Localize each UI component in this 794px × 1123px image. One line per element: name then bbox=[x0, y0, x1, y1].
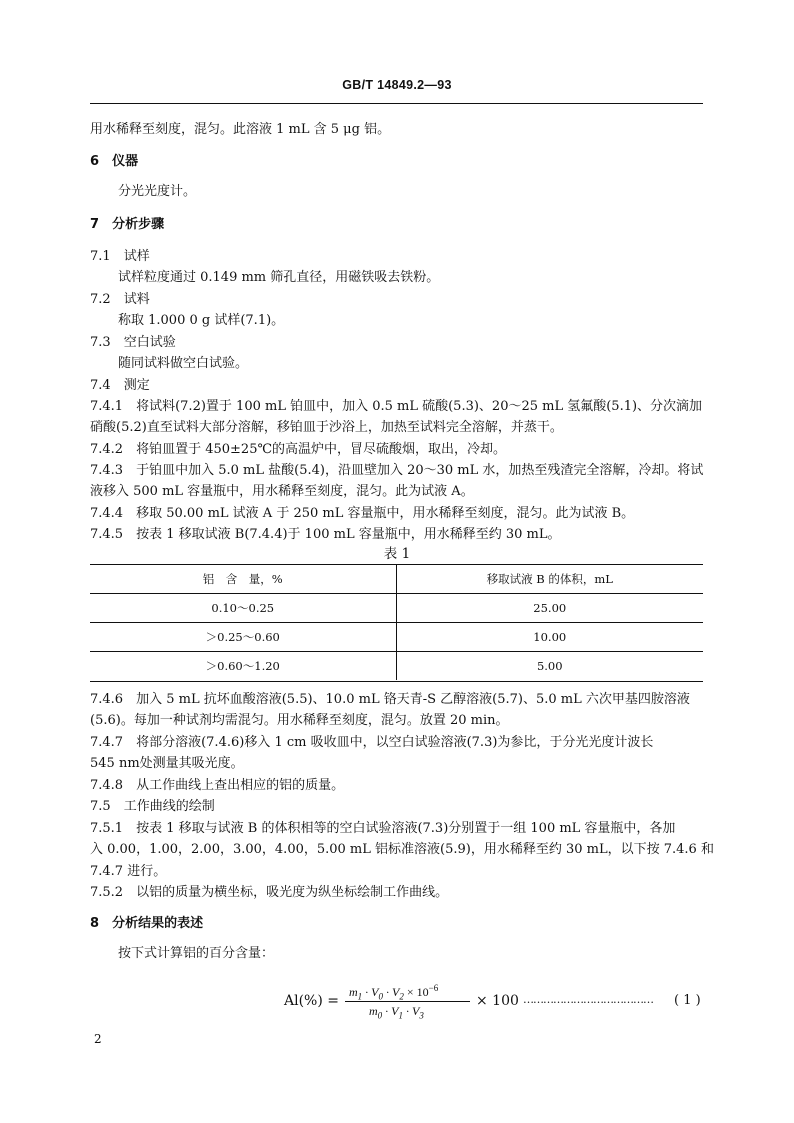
section-6-title: 仪器 bbox=[112, 154, 139, 169]
subsection-7-3-body: 随同试料做空白试验。 bbox=[118, 356, 249, 371]
table-row bbox=[90, 622, 703, 651]
subsection-7-3-number: 7.3 bbox=[90, 335, 111, 350]
table-cell-range: ＞0.60～1.20 bbox=[90, 651, 396, 680]
clause-7-4-7-number: 7.4.7 bbox=[90, 735, 124, 750]
table-header-volume: 移取试液 B 的体积，mL bbox=[486, 571, 613, 586]
clause-7-5-1-line-2: 入 0.00，1.00，2.00，3.00，4.00，5.00 mL 铝标准溶液(5.9)，用水稀释至约 30 mL，以下按 7.4.6 和 bbox=[90, 842, 714, 857]
subsection-7-5-title: 工作曲线的绘制 bbox=[123, 799, 215, 814]
subsection-7-2-body: 称取 1.000 0 g 试样(7.1)。 bbox=[118, 313, 285, 328]
section-8-heading bbox=[90, 912, 203, 931]
subsection-7-2-number: 7.2 bbox=[90, 292, 111, 307]
clause-7-4-1-line-2: 硝酸(5.2)直至试料大部分溶解，移铂皿于沙浴上，加热至试料完全溶解，并蒸干。 bbox=[90, 420, 563, 435]
clause-7-5-2 bbox=[90, 881, 448, 900]
section-8-number: 8 bbox=[90, 916, 100, 931]
section-7-title: 分析步骤 bbox=[112, 217, 165, 232]
table-1-caption: 表 1 bbox=[383, 546, 411, 562]
formula-denominator: $m_0 \cdot V_1 \cdot V_3$ bbox=[369, 1004, 424, 1021]
formula-lhs: Al(%) = bbox=[284, 993, 339, 1009]
continuation-text: 用水稀释至刻度，混匀。此溶液 1 mL 含 5 μg 铝。 bbox=[90, 122, 391, 137]
table-cell-volume: 25.00 bbox=[396, 593, 703, 622]
formula-equation-number: ( 1 ) bbox=[674, 993, 701, 1008]
table-row bbox=[90, 651, 703, 680]
subsection-7-4-number: 7.4 bbox=[90, 378, 111, 393]
formula-leader-dots: ………………………………… bbox=[523, 993, 653, 1006]
formula-times-100: × 100 bbox=[476, 993, 519, 1009]
subsection-7-2-heading bbox=[90, 288, 150, 307]
clause-7-4-1-text-1: 将试料(7.2)置于 100 mL 铂皿中，加入 0.5 mL 硫酸(5.3)、20～25 mL 氢氟酸(5.1)、分次滴加 bbox=[136, 399, 703, 414]
section-6-body: 分光光度计。 bbox=[118, 184, 197, 199]
section-8-title: 分析结果的表述 bbox=[112, 916, 204, 931]
clause-7-4-2-text: 将铂皿置于 450±25℃的高温炉中，冒尽硫酸烟，取出，冷却。 bbox=[136, 442, 507, 457]
clause-7-5-1-number: 7.5.1 bbox=[90, 821, 124, 836]
clause-7-4-3-text-1: 于铂皿中加入 5.0 mL 盐酸(5.4)，沿皿壁加入 20～30 mL 水，加热至残渣完全溶解，冷却。将试 bbox=[136, 463, 704, 478]
clause-7-4-4-number: 7.4.4 bbox=[90, 506, 124, 521]
section-6-number: 6 bbox=[90, 154, 100, 169]
subsection-7-2-title: 试料 bbox=[123, 292, 150, 307]
clause-7-4-3-number: 7.4.3 bbox=[90, 463, 124, 478]
clause-7-4-2 bbox=[90, 438, 506, 457]
table-row bbox=[90, 593, 703, 622]
table-cell-range: ＞0.25～0.60 bbox=[90, 622, 396, 651]
clause-7-4-7-line-1 bbox=[90, 731, 653, 750]
clause-7-5-1-text-1: 按表 1 移取与试液 B 的体积相等的空白试验溶液(7.3)分别置于一组 100 mL 容量瓶中，各加 bbox=[136, 821, 676, 836]
clause-7-4-5-text: 按表 1 移取试液 B(7.4.4)于 100 mL 容量瓶中，用水稀释至约 30 mL。 bbox=[136, 527, 561, 542]
clause-7-5-1-line-1 bbox=[90, 817, 675, 836]
header-rule bbox=[90, 103, 703, 104]
table-header-row bbox=[90, 565, 703, 593]
subsection-7-4-heading bbox=[90, 374, 150, 393]
table-cell-range: 0.10～0.25 bbox=[90, 593, 396, 622]
subsection-7-4-title: 测定 bbox=[123, 378, 150, 393]
clause-7-4-1-number: 7.4.1 bbox=[90, 399, 124, 414]
clause-7-4-3-line-2: 液移入 500 mL 容量瓶中，用水稀释至刻度，混匀。此为试液 A。 bbox=[90, 484, 474, 499]
subsection-7-5-heading bbox=[90, 795, 215, 814]
table-header-aluminum-content: 铝 含 量，% bbox=[90, 565, 396, 593]
table-1 bbox=[90, 565, 703, 680]
formula-numerator: $m_1 \cdot V_0 \cdot V_2 \times 10^{-6}$ bbox=[349, 983, 439, 1002]
clause-7-4-7-line-2: 545 nm处测量其吸光度。 bbox=[90, 756, 244, 771]
clause-7-4-1-line-1 bbox=[90, 395, 702, 414]
clause-7-4-4 bbox=[90, 502, 634, 521]
formula-fraction-bar bbox=[345, 1001, 470, 1002]
clause-7-5-2-number: 7.5.2 bbox=[90, 885, 124, 900]
section-7-heading bbox=[90, 213, 164, 232]
clause-7-4-4-text: 移取 50.00 mL 试液 A 于 250 mL 容量瓶中，用水稀释至刻度，混匀。此为试液 B。 bbox=[136, 506, 635, 521]
standard-number-header: GB/T 14849.2—93 bbox=[342, 78, 452, 92]
clause-7-5-1-line-3: 7.4.7 进行。 bbox=[90, 864, 167, 879]
subsection-7-5-number: 7.5 bbox=[90, 799, 111, 814]
clause-7-4-6-number: 7.4.6 bbox=[90, 692, 124, 707]
clause-7-5-2-text: 以铝的质量为横坐标，吸光度为纵坐标绘制工作曲线。 bbox=[136, 885, 449, 900]
section-8-intro: 按下式计算铝的百分含量： bbox=[118, 946, 275, 961]
subsection-7-1-body: 试样粒度通过 0.149 mm 筛孔直径，用磁铁吸去铁粉。 bbox=[118, 270, 440, 285]
clause-7-4-7-text-1: 将部分溶液(7.4.6)移入 1 cm 吸收皿中，以空白试验溶液(7.3)为参比，于分光光度计波长 bbox=[136, 735, 654, 750]
table-cell-volume: 10.00 bbox=[396, 622, 703, 651]
clause-7-4-8 bbox=[90, 774, 344, 793]
subsection-7-1-title: 试样 bbox=[123, 249, 150, 264]
section-6-heading bbox=[90, 150, 138, 169]
clause-7-4-5-number: 7.4.5 bbox=[90, 527, 124, 542]
clause-7-4-5 bbox=[90, 523, 560, 542]
table-cell-volume: 5.00 bbox=[396, 651, 703, 680]
page-number: 2 bbox=[94, 1032, 102, 1046]
clause-7-4-6-line-2: (5.6)。每加一种试剂均需混匀。用水稀释至刻度，混匀。放置 20 min。 bbox=[90, 713, 509, 728]
section-7-number: 7 bbox=[90, 217, 100, 232]
clause-7-4-6-line-1 bbox=[90, 688, 690, 707]
clause-7-4-8-text: 从工作曲线上查出相应的铝的质量。 bbox=[136, 778, 345, 793]
clause-7-4-2-number: 7.4.2 bbox=[90, 442, 124, 457]
subsection-7-1-number: 7.1 bbox=[90, 249, 111, 264]
subsection-7-3-heading bbox=[90, 331, 176, 350]
table-bottom-rule bbox=[90, 681, 703, 682]
clause-7-4-8-number: 7.4.8 bbox=[90, 778, 124, 793]
clause-7-4-3-line-1 bbox=[90, 459, 703, 478]
subsection-7-3-title: 空白试验 bbox=[123, 335, 176, 350]
subsection-7-1-heading bbox=[90, 245, 150, 264]
clause-7-4-6-text-1: 加入 5 mL 抗坏血酸溶液(5.5)、10.0 mL 铬天青-S 乙醇溶液(5.7)、5.0 mL 六次甲基四胺溶液 bbox=[136, 692, 690, 707]
